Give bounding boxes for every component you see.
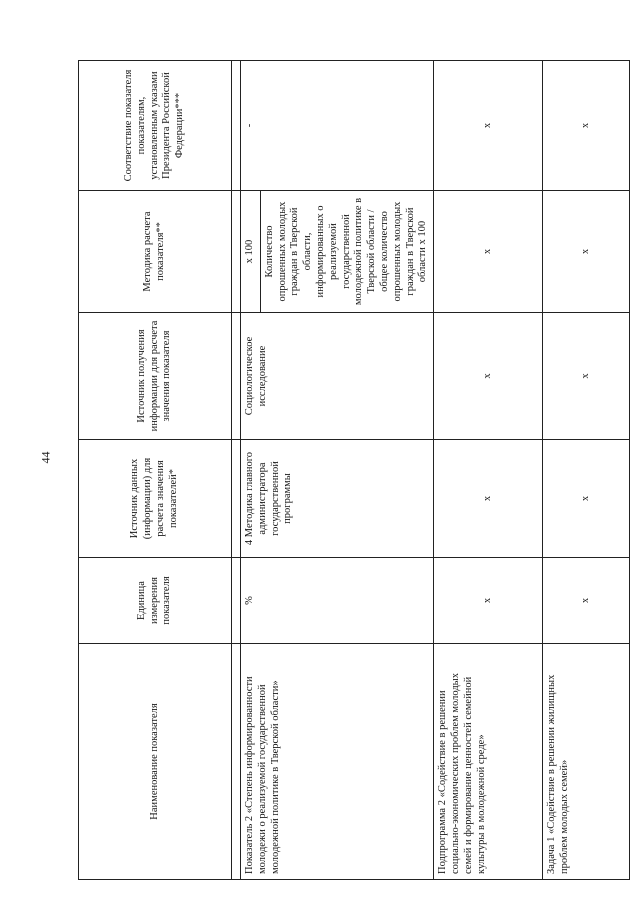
header-method: Методика расчета показателя** xyxy=(79,191,232,313)
row-name: Показатель 2 «Степень информированности молодежи о реализуемой государственной молодежной политике в Тверской области» xyxy=(241,644,434,880)
row-info-source: х xyxy=(434,313,543,440)
header-name: Наименование показателя xyxy=(79,644,232,880)
row-info-source: х xyxy=(543,313,630,440)
header-info-source: Источник получения информации для расчета значения показателя xyxy=(79,313,232,440)
row-unit: х xyxy=(543,558,630,644)
row-name: Задача 1 «Содействие в решении жилищных проблем молодых семей» xyxy=(543,644,630,880)
row-compliance: х xyxy=(543,61,630,191)
table-row xyxy=(543,61,630,880)
indicator-table xyxy=(78,60,630,880)
page-number: 44 xyxy=(38,451,53,464)
table-header-row xyxy=(79,61,232,880)
row-unit: х xyxy=(434,558,543,644)
row-method: х xyxy=(434,191,543,313)
table-row xyxy=(241,61,434,880)
row-method-top: х 100 xyxy=(241,191,261,312)
table-spacer-row xyxy=(232,61,241,880)
row-unit: % xyxy=(241,558,434,644)
header-data-source: Источник данных (информации) для расчета значения показателей* xyxy=(79,440,232,558)
indicator-table-wrapper xyxy=(78,61,591,880)
table-row xyxy=(434,61,543,880)
header-compliance: Соответствие показателя показателям, установленным указами Президента Российской Федерации*** xyxy=(79,61,232,191)
row-data-source: х xyxy=(543,440,630,558)
row-method-cell xyxy=(241,191,434,313)
row-info-source: Социологическое исследование xyxy=(241,313,434,440)
row-compliance: х xyxy=(434,61,543,191)
row-method: Количество опрошенных молодых граждан в Тверской области, информированных о реализуемой государственной молодежной политике в Тверской области / общее количество опрошенных молодых граждан в Тверской области х 100 xyxy=(263,197,429,306)
row-name: Подпрограмма 2 «Содействие в решении социально-экономических проблем молодых семей и формирование ценностей семейной культуры в молодежной среде» xyxy=(434,644,543,880)
row-data-source: 4 Методика главного администратора государственной программы xyxy=(241,440,434,558)
header-unit: Единица измерения показателя xyxy=(79,558,232,644)
row-compliance: - xyxy=(241,61,434,191)
row-data-source: х xyxy=(434,440,543,558)
row-method: х xyxy=(543,191,630,313)
